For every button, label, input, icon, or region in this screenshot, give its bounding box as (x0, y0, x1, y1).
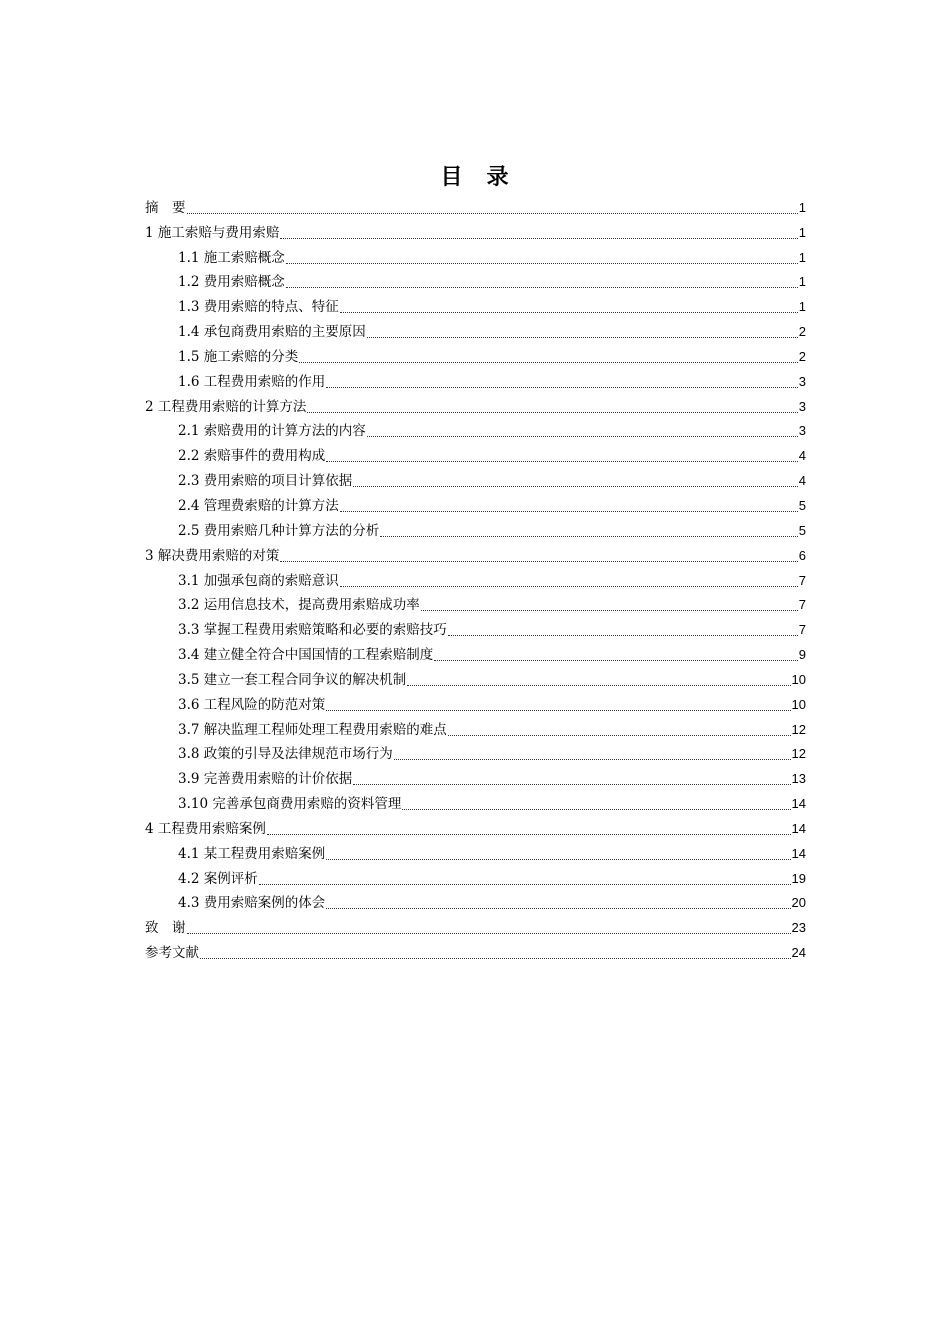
toc-entry-page-number: 6 (798, 547, 806, 563)
toc-entry[interactable] (145, 416, 806, 441)
toc-dot-leader (259, 870, 791, 885)
toc-entry-label: 3.2 运用信息技术，提高费用索赔成功率 (178, 597, 420, 614)
toc-dot-leader (286, 249, 798, 264)
toc-entry-page-number: 2 (798, 348, 806, 364)
toc-entry[interactable] (145, 565, 806, 590)
toc-entry-label: 3.9 完善费用索赔的计价依据 (178, 771, 353, 788)
toc-entry-page-number: 2 (798, 324, 806, 340)
toc-entry[interactable] (145, 291, 806, 316)
toc-entry-page-number: 9 (798, 647, 806, 663)
toc-dot-leader (326, 845, 790, 860)
toc-dot-leader (187, 199, 798, 214)
toc-entry-label: 1.1 施工索赔概念 (178, 249, 285, 266)
toc-entry-page-number: 5 (798, 497, 806, 513)
toc-entry-label: 3.7 解决监理工程师处理工程费用索赔的难点 (178, 721, 447, 738)
toc-entry[interactable] (145, 366, 806, 391)
toc-entry-page-number: 20 (791, 895, 806, 911)
toc-dot-leader (187, 919, 791, 934)
toc-dot-leader (353, 770, 790, 785)
toc-entry[interactable] (145, 192, 806, 217)
toc-entry-page-number: 3 (798, 373, 806, 389)
toc-entry-page-number: 19 (791, 870, 806, 886)
toc-entry[interactable] (145, 788, 806, 813)
toc-dot-leader (326, 696, 790, 711)
toc-entry-page-number: 23 (791, 920, 806, 936)
toc-entry-label: 3.8 政策的引导及法律规范市场行为 (178, 746, 393, 763)
toc-entry[interactable] (145, 838, 806, 863)
toc-entry[interactable] (145, 540, 806, 565)
toc-dot-leader (380, 522, 798, 537)
toc-entry-label: 1.3 费用索赔的特点、特征 (178, 299, 339, 316)
toc-entry-label: 2.3 费用索赔的项目计算依据 (178, 473, 353, 490)
toc-entry-page-number: 14 (791, 820, 806, 836)
toc-dot-leader (367, 422, 798, 437)
toc-entry-page-number: 4 (798, 473, 806, 489)
toc-entry[interactable] (145, 217, 806, 242)
toc-entry-page-number: 12 (791, 746, 806, 762)
toc-entry-label: 4.1 某工程费用索赔案例 (178, 845, 326, 862)
toc-entry[interactable] (145, 590, 806, 615)
toc-entry[interactable] (145, 614, 806, 639)
toc-entry-label: 3 解决费用索赔的对策 (145, 547, 280, 564)
toc-entry-page-number: 5 (798, 522, 806, 538)
toc-dot-leader (307, 398, 797, 413)
toc-dot-leader (326, 447, 798, 462)
toc-dot-leader (280, 224, 797, 239)
toc-dot-leader (267, 820, 791, 835)
toc-dot-leader (340, 572, 798, 587)
toc-entry-label: 摘 要 (145, 199, 186, 216)
toc-entry-page-number: 1 (798, 274, 806, 290)
toc-entry-label: 1.4 承包商费用索赔的主要原因 (178, 324, 366, 341)
toc-entry[interactable] (145, 341, 806, 366)
toc-entry[interactable] (145, 490, 806, 515)
toc-dot-leader (326, 373, 798, 388)
toc-dot-leader (434, 646, 798, 661)
toc-entry[interactable] (145, 391, 806, 416)
toc-entry[interactable] (145, 440, 806, 465)
toc-entry-page-number: 1 (798, 299, 806, 315)
toc-entry-label: 2 工程费用索赔的计算方法 (145, 398, 307, 415)
toc-dot-leader (326, 894, 790, 909)
toc-entry-label: 3.6 工程风险的防范对策 (178, 696, 326, 713)
toc-entry[interactable] (145, 714, 806, 739)
toc-entry[interactable] (145, 316, 806, 341)
toc-entry-label: 1.2 费用索赔概念 (178, 274, 285, 291)
toc-entry-page-number: 14 (791, 796, 806, 812)
toc-entry-page-number: 1 (798, 199, 806, 215)
toc-entry-label: 3.3 掌握工程费用索赔策略和必要的索赔技巧 (178, 622, 447, 639)
toc-entry-label: 1 施工索赔与费用索赔 (145, 224, 280, 241)
toc-entry-page-number: 13 (791, 771, 806, 787)
toc-entry-label: 4.2 案例评析 (178, 870, 258, 887)
toc-entry-page-number: 7 (798, 622, 806, 638)
toc-entry[interactable] (145, 515, 806, 540)
toc-dot-leader (340, 298, 798, 313)
toc-entry[interactable] (145, 888, 806, 913)
toc-entry-page-number: 24 (791, 945, 806, 961)
toc-dot-leader (421, 596, 798, 611)
toc-entry[interactable] (145, 763, 806, 788)
toc-dot-leader (340, 497, 798, 512)
toc-entry[interactable] (145, 465, 806, 490)
toc-entry-page-number: 7 (798, 597, 806, 613)
toc-entry-page-number: 10 (791, 696, 806, 712)
toc-entry-page-number: 10 (791, 671, 806, 687)
toc-dot-leader (394, 745, 791, 760)
toc-entry-label: 2.1 索赔费用的计算方法的内容 (178, 423, 366, 440)
toc-dot-leader (353, 472, 798, 487)
toc-entry-page-number: 1 (798, 224, 806, 240)
toc-entry[interactable] (145, 739, 806, 764)
toc-dot-leader (407, 671, 790, 686)
toc-entry-page-number: 1 (798, 249, 806, 265)
toc-entry[interactable] (145, 912, 806, 937)
toc-entry[interactable] (145, 863, 806, 888)
toc-entry[interactable] (145, 937, 806, 962)
toc-entry-page-number: 4 (798, 448, 806, 464)
toc-dot-leader (448, 721, 791, 736)
toc-entry-label: 3.5 建立一套工程合同争议的解决机制 (178, 671, 407, 688)
toc-entry-label: 2.4 管理费索赔的计算方法 (178, 497, 339, 514)
toc-entry-label: 2.5 费用索赔几种计算方法的分析 (178, 522, 380, 539)
toc-entry-page-number: 7 (798, 572, 806, 588)
page-title: 目 录 (440, 165, 510, 190)
toc-dot-leader (448, 621, 798, 636)
toc-entry-label: 3.10 完善承包商费用索赔的资料管理 (178, 796, 402, 813)
toc-dot-leader (286, 273, 798, 288)
toc-entry-label: 1.5 施工索赔的分类 (178, 348, 299, 365)
toc-dot-leader (280, 547, 797, 562)
toc-entry-label: 3.1 加强承包商的索赔意识 (178, 572, 339, 589)
toc-entry[interactable] (145, 689, 806, 714)
toc-entry[interactable] (145, 664, 806, 689)
toc-dot-leader (402, 795, 790, 810)
toc-entry[interactable] (145, 639, 806, 664)
toc-dot-leader (299, 348, 798, 363)
toc-entry-label: 3.4 建立健全符合中国国情的工程索赔制度 (178, 647, 434, 664)
toc-entry[interactable] (145, 242, 806, 267)
toc-entry-page-number: 3 (798, 423, 806, 439)
toc-entry-page-number: 12 (791, 721, 806, 737)
toc-entry[interactable] (145, 267, 806, 292)
toc-dot-leader (367, 323, 798, 338)
toc-entry-label: 2.2 索赔事件的费用构成 (178, 448, 326, 465)
toc-entry-label: 致 谢 (145, 920, 186, 937)
table-of-contents (145, 192, 806, 962)
toc-entry-label: 4.3 费用索赔案例的体会 (178, 895, 326, 912)
toc-entry-page-number: 14 (791, 845, 806, 861)
toc-entry-label: 参考文献 (145, 945, 199, 962)
toc-entry-label: 4 工程费用索赔案例 (145, 820, 266, 837)
toc-entry-page-number: 3 (798, 398, 806, 414)
toc-entry-label: 1.6 工程费用索赔的作用 (178, 373, 326, 390)
toc-entry[interactable] (145, 813, 806, 838)
toc-dot-leader (200, 944, 791, 959)
